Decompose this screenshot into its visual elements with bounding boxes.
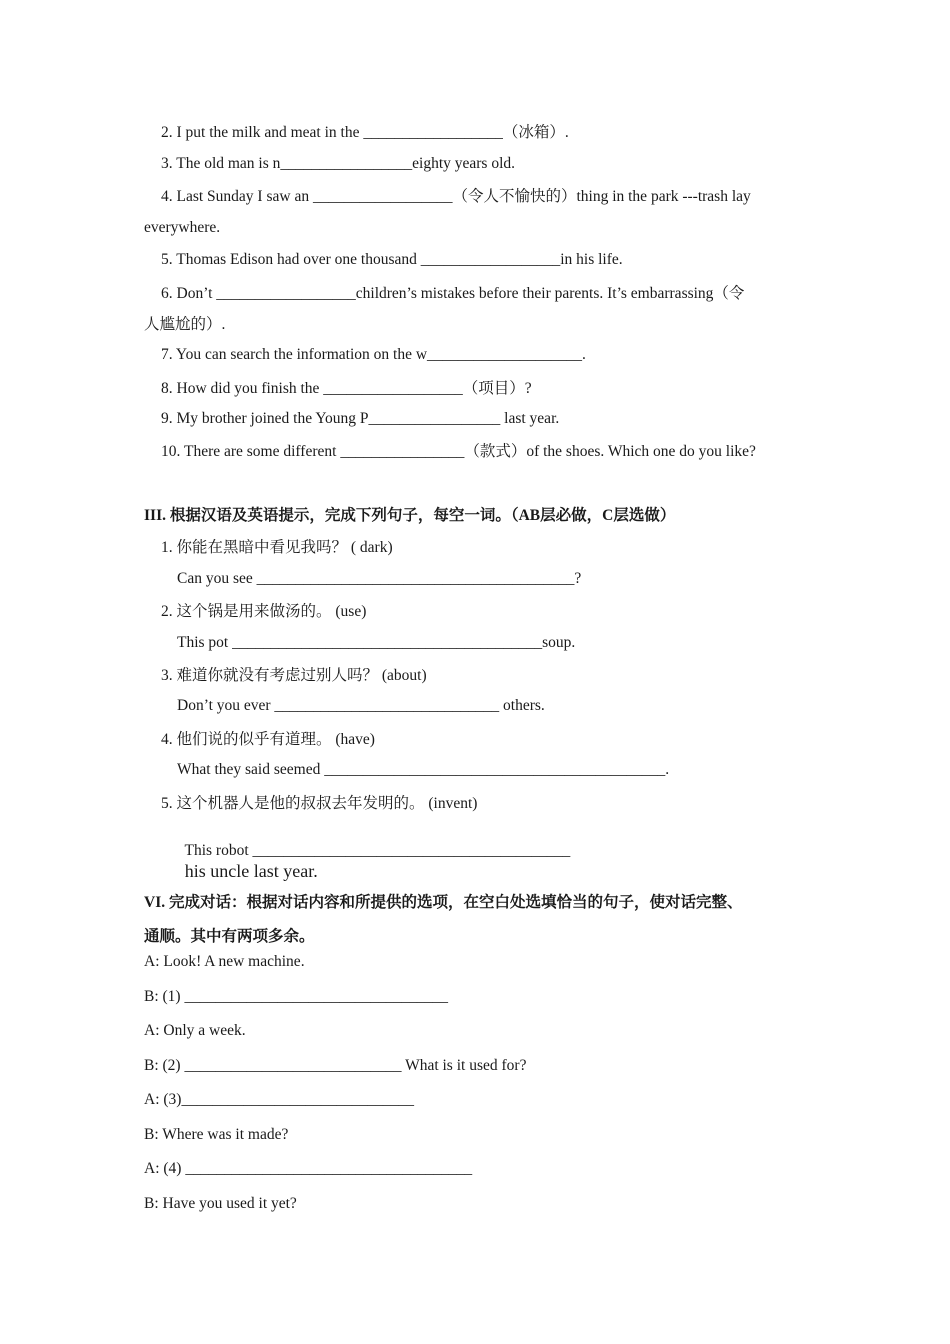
translation-item-2-prompt: 2. 这个锅是用来做汤的。 (use) [161,603,367,620]
fill-item-9: 9. My brother joined the Young P_________________ last year. [161,410,560,427]
section-6-heading-line-1: VI. 完成对话：根据对话内容和所提供的选项，在空白处选填恰当的句子，使对话完整、 [144,894,743,911]
translation-item-4-prompt: 4. 他们说的似乎有道理。 (have) [161,731,375,748]
translation-item-3-answer: Don’t you ever _____________________________ others. [177,697,545,714]
translation-item-5-answer-blank: This robot _________________________________________ [184,842,571,859]
section-3-heading: III. 根据汉语及英语提示，完成下列句子，每空一词。（AB层必做，C层选做） [144,507,676,524]
translation-item-5-prompt: 5. 这个机器人是他的叔叔去年发明的。 (invent) [161,795,478,812]
dialog-line-4: B: (2) ____________________________ What is it used for? [144,1057,527,1074]
fill-item-5: 5. Thomas Edison had over one thousand __________________in his life. [161,251,623,268]
dialog-line-1: A: Look! A new machine. [144,953,305,970]
translation-item-2-answer: This pot ________________________________________soup. [177,634,576,651]
translation-item-5-answer [177,821,570,883]
dialog-line-5: A: (3)______________________________ [144,1091,414,1108]
fill-item-10: 10. There are some different ________________（款式）of the shoes. Which one do you like? [161,443,756,460]
translation-item-1-answer: Can you see _________________________________________? [177,570,582,587]
fill-item-2: 2. I put the milk and meat in the __________________（冰箱）. [161,124,569,141]
fill-item-3: 3. The old man is n_________________eighty years old. [161,155,516,172]
translation-item-5-answer-tail: his uncle last year. [184,861,318,881]
fill-item-4-cont: everywhere. [144,219,221,236]
translation-item-4-answer: What they said seemed ____________________________________________. [177,761,670,778]
fill-item-7: 7. You can search the information on the w____________________. [161,346,586,363]
fill-item-6-cont: 人尴尬的）. [144,316,226,333]
dialog-line-7: A: (4) _____________________________________ [144,1160,473,1177]
fill-item-8: 8. How did you finish the __________________（项目）? [161,380,532,397]
translation-item-1-prompt: 1. 你能在黑暗中看见我吗？ ( dark) [161,539,393,556]
section-6-heading-line-2: 通顺。其中有两项多余。 [144,928,315,945]
fill-item-4: 4. Last Sunday I saw an __________________（令人不愉快的）thing in the park ---trash lay [161,188,751,205]
dialog-line-3: A: Only a week. [144,1022,246,1039]
dialog-line-2: B: (1) __________________________________ [144,988,448,1005]
fill-item-6: 6. Don’t __________________children’s mistakes before their parents. It’s embarrassing（令 [161,285,745,302]
translation-item-3-prompt: 3. 难道你就没有考虑过别人吗？ (about) [161,667,427,684]
dialog-line-6: B: Where was it made? [144,1126,289,1143]
dialog-line-8: B: Have you used it yet? [144,1195,297,1212]
